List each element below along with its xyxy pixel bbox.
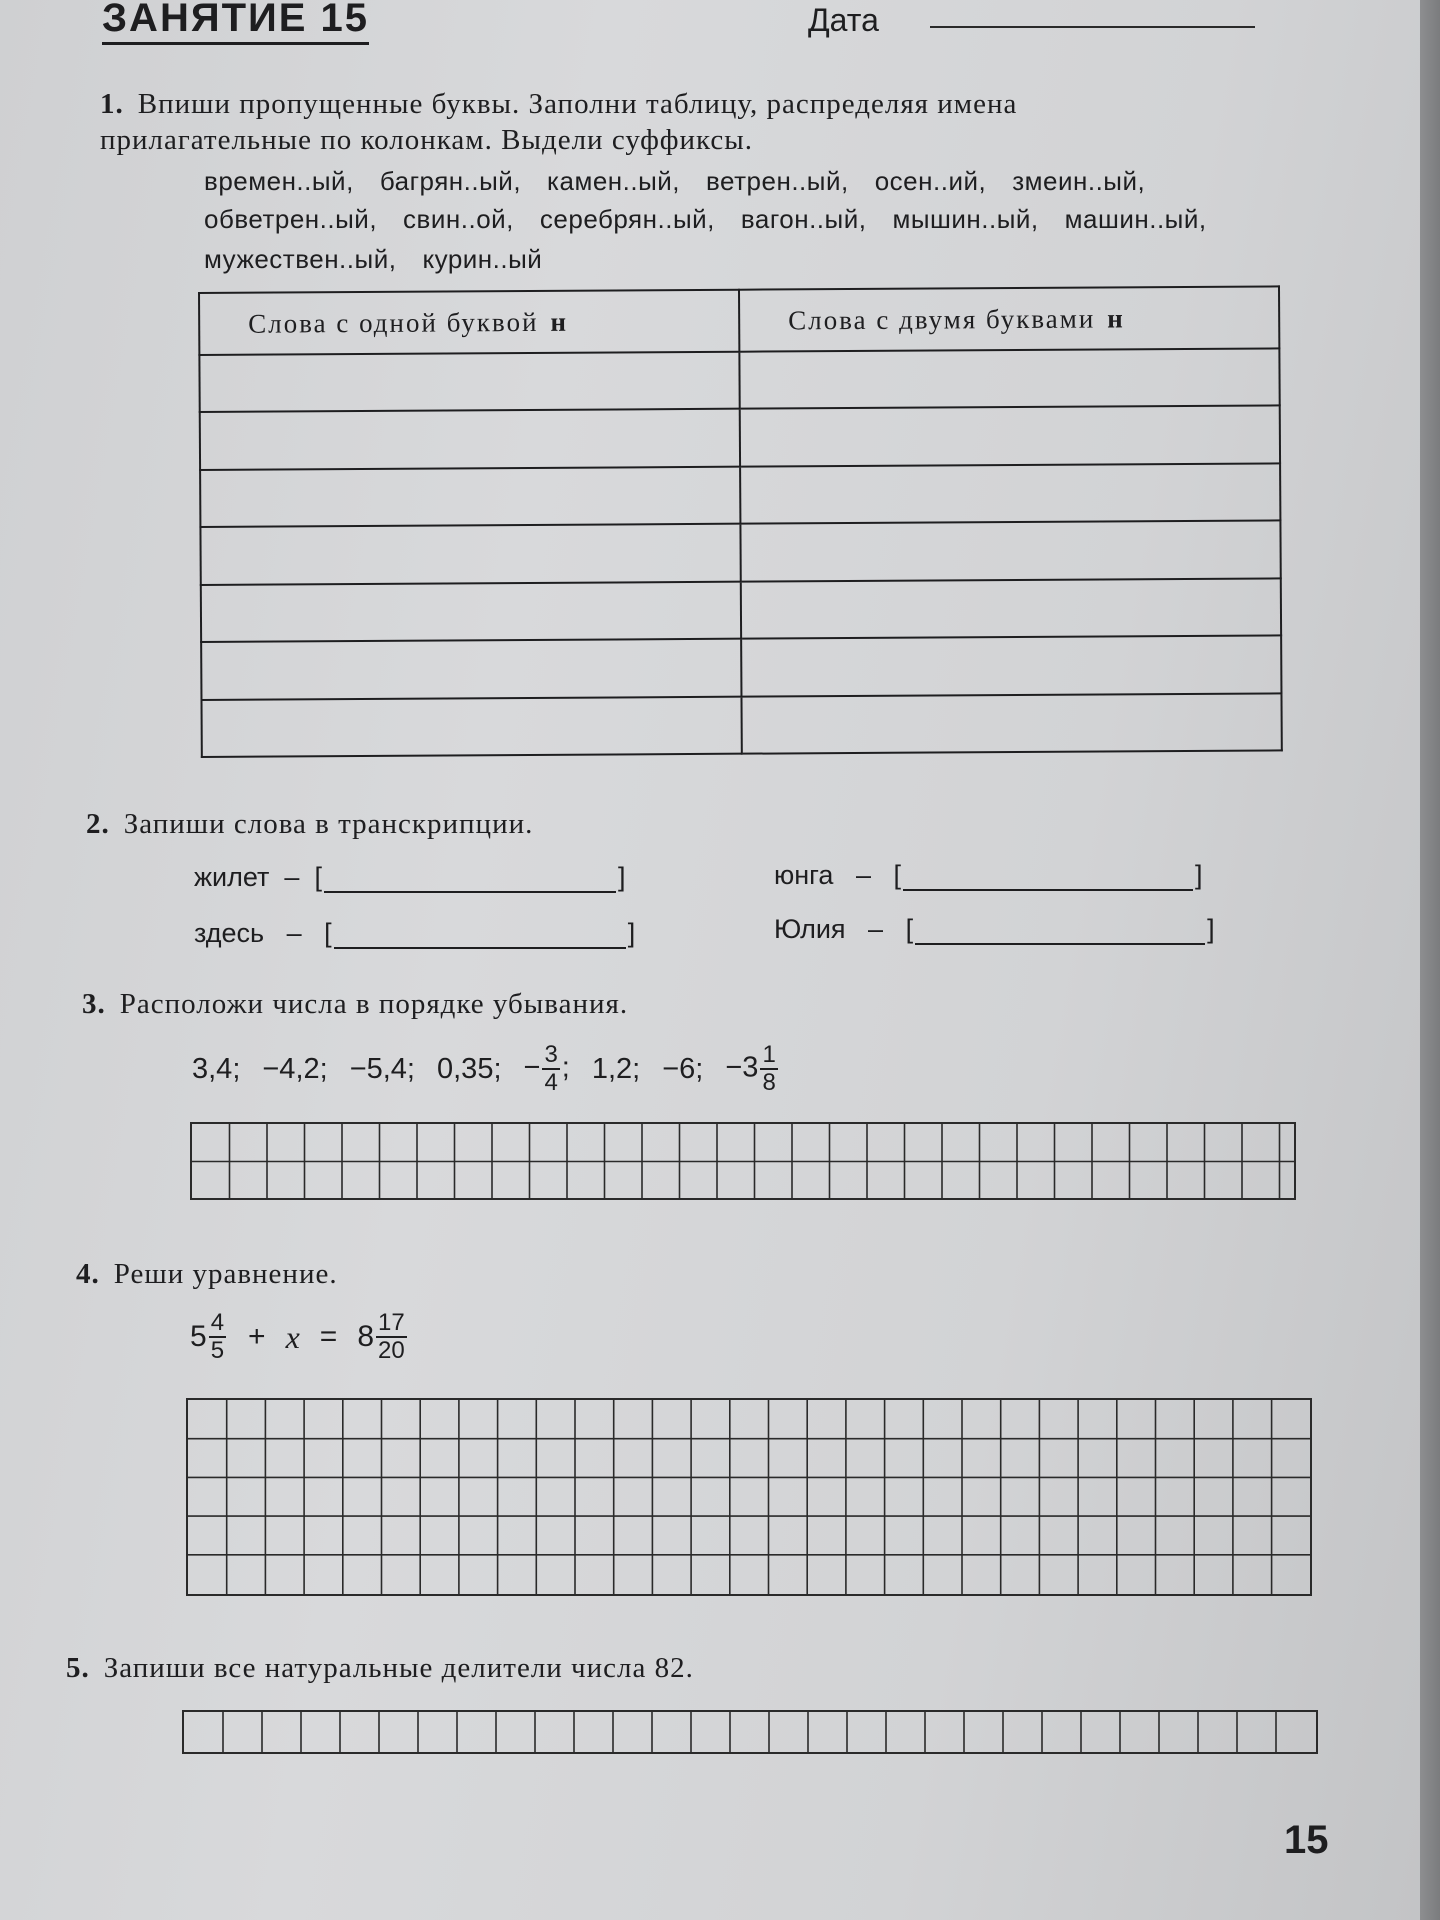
numerator: 1 [762, 1041, 776, 1068]
task5-number: 5. [66, 1652, 90, 1684]
task1-instruction [100, 86, 1017, 158]
task1-line1: Впиши пропущенные буквы. Заполни таблицу, распределяя имена [137, 88, 1018, 120]
task1-words-row1 [204, 166, 1171, 197]
task1-number: 1. [100, 88, 124, 120]
cell-two-n[interactable] [739, 348, 1279, 409]
table-row [200, 406, 1280, 470]
transcription-word: юнга [774, 860, 834, 890]
adjectives-table [198, 285, 1283, 758]
task4-instruction [76, 1256, 338, 1292]
table-row [200, 463, 1280, 527]
denominator: 8 [762, 1069, 776, 1096]
word: осен..ий, [874, 166, 987, 196]
word: серебрян..ый, [539, 204, 715, 234]
dash: – [284, 862, 300, 892]
fraction [542, 1042, 559, 1096]
fraction-item [524, 1042, 570, 1096]
word: ветрен..ый, [706, 166, 849, 196]
cell-two-n[interactable] [741, 578, 1281, 639]
transcription-item: здесь – [ ] [194, 918, 636, 948]
minus-sign: − [523, 1051, 541, 1084]
page-edge [1420, 0, 1440, 1920]
transcription-word: Юлия [774, 914, 846, 944]
date-label: Дата [808, 2, 879, 38]
cell-one-n[interactable] [201, 696, 741, 757]
equals-sign: = [319, 1320, 338, 1353]
column-header-letter: н [550, 306, 569, 337]
number-item: 0,35; [437, 1052, 502, 1085]
transcription-item: жилет – [ ] [194, 862, 626, 892]
denominator: 4 [544, 1069, 558, 1096]
task2-text: Запиши слова в транскрипции. [123, 808, 534, 840]
task4-text: Реши уравнение. [113, 1258, 338, 1290]
transcription-item: Юлия – [ ] [774, 914, 1215, 944]
whole-part: 5 [190, 1320, 207, 1353]
whole-part: 3 [742, 1051, 759, 1084]
column-header-label: Слова с двумя буквами [788, 303, 1096, 335]
task5-instruction [66, 1650, 694, 1686]
task4-number: 4. [76, 1258, 100, 1290]
answer-grid-task4[interactable] [186, 1398, 1312, 1596]
dash: – [855, 860, 871, 890]
task3-instruction [82, 986, 628, 1022]
page-number: 15 [1284, 1818, 1329, 1862]
numerator: 17 [378, 1309, 405, 1336]
cell-one-n[interactable] [201, 639, 741, 700]
table-row [201, 578, 1281, 642]
lesson-title: ЗАНЯТИЕ 15 [102, 0, 369, 45]
word: змеин..ый, [1012, 166, 1146, 196]
task1-words-row2 [204, 204, 1233, 235]
word: времен..ый, [204, 166, 354, 196]
word: обветрен..ый, [204, 204, 378, 234]
transcription-input[interactable] [334, 921, 626, 949]
task1-line2: прилагательные по колонкам. Выдели суффиксы. [100, 124, 753, 156]
table-row [199, 348, 1279, 412]
word: вагон..ый, [740, 204, 867, 234]
table-header-row [199, 286, 1279, 355]
number-item: −4,2; [262, 1052, 328, 1085]
fraction [760, 1042, 777, 1096]
cell-two-n[interactable] [740, 463, 1280, 524]
cell-two-n[interactable] [741, 693, 1281, 754]
cell-one-n[interactable] [199, 352, 739, 413]
dash: – [868, 914, 884, 944]
column-header-letter: н [1107, 302, 1125, 333]
column-header-label: Слова с одной буквой [248, 306, 539, 339]
number-item: −5,4; [349, 1052, 415, 1085]
denominator: 5 [210, 1337, 225, 1364]
separator: ; [561, 1051, 570, 1084]
cell-one-n[interactable] [200, 409, 740, 470]
task3-number: 3. [82, 988, 106, 1020]
cell-two-n[interactable] [740, 521, 1280, 582]
plus-sign: + [248, 1320, 266, 1353]
cell-one-n[interactable] [201, 581, 741, 642]
word: машин..ый, [1064, 204, 1207, 234]
transcription-word: здесь [194, 918, 265, 948]
date-line[interactable] [930, 26, 1255, 28]
numerator: 3 [544, 1041, 558, 1068]
transcription-input[interactable] [915, 917, 1205, 945]
fraction [376, 1310, 407, 1364]
cell-two-n[interactable] [741, 635, 1281, 696]
numbers-list [192, 1042, 802, 1096]
cell-one-n[interactable] [200, 467, 740, 528]
task2-number: 2. [86, 808, 110, 840]
equation [190, 1310, 409, 1364]
numerator: 4 [210, 1309, 225, 1336]
word: мужествен..ый, [204, 244, 397, 274]
task1-words-row3 [204, 244, 568, 275]
word: багрян..ый, [379, 166, 522, 196]
word: мышин..ый, [892, 204, 1039, 234]
task3-text: Расположи числа в порядке убывания. [119, 988, 629, 1020]
column-header-two-n [739, 286, 1279, 351]
transcription-word: жилет [194, 862, 270, 892]
cell-one-n[interactable] [200, 524, 740, 585]
number-item: −6; [662, 1052, 704, 1085]
dash: – [286, 918, 302, 948]
mixed-number-item [725, 1042, 779, 1096]
table-row [201, 635, 1281, 699]
table-row [200, 521, 1280, 585]
minus-sign: − [725, 1051, 743, 1084]
fraction [209, 1310, 226, 1364]
whole-part: 8 [357, 1320, 374, 1353]
cell-two-n[interactable] [740, 406, 1280, 467]
variable-x: x [285, 1318, 300, 1355]
denominator: 20 [378, 1337, 405, 1364]
word: камен..ый, [547, 166, 681, 196]
task5-text: Запиши все натуральные делители числа 82. [103, 1652, 694, 1684]
transcription-item: юнга – [ ] [774, 860, 1203, 890]
number-item: 3,4; [192, 1052, 241, 1085]
task2-instruction [86, 806, 533, 842]
number-item: 1,2; [591, 1052, 641, 1085]
transcription-input[interactable] [903, 863, 1193, 891]
word: курин..ый [422, 244, 543, 274]
answer-grid-task5[interactable] [182, 1710, 1318, 1754]
table-row [201, 693, 1281, 757]
answer-grid-task3[interactable] [190, 1122, 1296, 1200]
transcription-input[interactable] [324, 865, 616, 893]
column-header-one-n [199, 290, 739, 355]
word: свин..ой, [403, 204, 514, 234]
